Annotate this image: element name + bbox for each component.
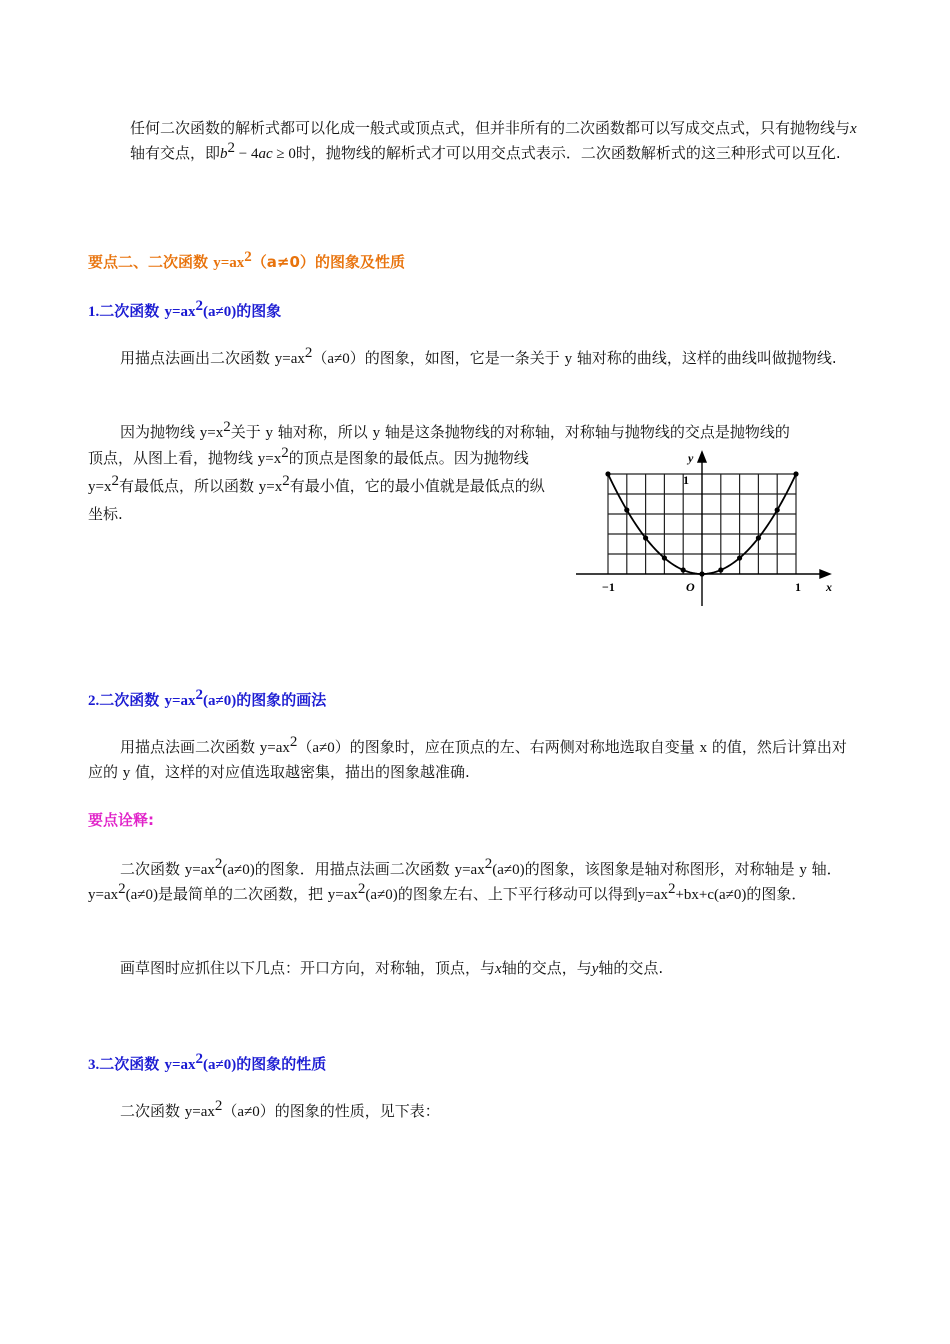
tick-label-y-one: 1: [683, 473, 689, 487]
data-point: [681, 567, 686, 572]
subsection-heading-3: 3.二次函数 $y=ax^2(a\ne 0)$的图象的性质: [88, 1051, 327, 1073]
data-point: [643, 535, 648, 540]
data-point: [662, 555, 667, 560]
paragraph-parabola-intro: 用描点法画出二次函数 $y=ax^2(a\ne 0)$的图象，如图，它是一条关于 y 轴对称的曲线，这样的曲线叫做抛物线.: [120, 345, 837, 367]
data-point: [605, 471, 610, 476]
data-point: [718, 567, 723, 572]
data-point: [775, 507, 780, 512]
intro-paragraph: 任何二次函数的解析式都可以化成一般式或顶点式，但并非所有的二次函数都可以写成交点式，只有抛物线与x轴有交点，即$b^2 - 4ac \ge 0$时，抛物线的解析式才可以用交点式表示．二次函数解析式的这三种形式可以互化.: [130, 119, 857, 162]
data-point: [793, 471, 798, 476]
y-axis-arrow-icon: [698, 452, 706, 462]
note-paragraph-1: 二次函数 $y=ax^2(a\ne 0)$的图象．用描点法画二次函数 $y=ax^2(a\ne 0)$的图象，该图象是轴对称图形，对称轴是 y 轴．$y=ax^2(a\ne 0)$是最简单的二次函数，把 $y=ax^2(a\ne 0)$的图象左右、上下平行移动可以得到$y=ax^2+bx+c(a\ne 0)$的图象．: [88, 856, 842, 903]
paragraph-drawing-method: 用描点法画二次函数 $y=ax^2(a\ne 0)$的图象时，应在顶点的左、右两侧对称地选取自变量 x 的值，然后计算出对应的 y 值，这样的对应值选取越密集，描出的图象越准确.: [88, 734, 847, 781]
section-heading: 要点二、二次函数 $y=ax^2(a\ne 0)$的图象及性质: [88, 249, 405, 271]
paragraph-properties-intro: 二次函数 $y=ax^2(a\ne 0)$的图象的性质，见下表：: [120, 1098, 440, 1120]
data-point: [737, 555, 742, 560]
note-paragraph-2: 画草图时应抓住以下几点：开口方向，对称轴，顶点，与x轴的交点，与y轴的交点.: [120, 959, 664, 977]
paragraph-symmetry-line1: 因为抛物线 $y=x^2$关于 y 轴对称，所以 y 轴是这条抛物线的对称轴，对称轴与抛物线的交点是抛物线的: [120, 419, 790, 441]
x-axis-label: x: [826, 580, 832, 594]
origin-label: O: [686, 580, 695, 594]
tick-label-pos-one: 1: [795, 580, 801, 594]
data-point: [756, 535, 761, 540]
parabola-graph: [572, 448, 842, 610]
subsection-heading-1: 1.二次函数 $y=ax^2(a\ne 0)$的图象: [88, 298, 282, 320]
note-heading: 要点诠释:: [88, 811, 154, 829]
y-axis-label: y: [688, 451, 694, 465]
subsection-heading-2: 2.二次函数 $y=ax^2(a\ne 0)$的图象的画法: [88, 687, 327, 709]
paragraph-symmetry-continued: 顶点，从图上看，抛物线 $y=x^2$的顶点是图象的最低点。因为抛物线 $y=x^2$有最低点，所以函数 $y=x^2$有最小值，它的最小值就是最低点的纵坐标.: [88, 445, 545, 523]
data-point: [699, 571, 704, 576]
x-axis-arrow-icon: [820, 570, 830, 578]
data-point: [624, 507, 629, 512]
tick-label-neg-one: −1: [602, 580, 615, 594]
